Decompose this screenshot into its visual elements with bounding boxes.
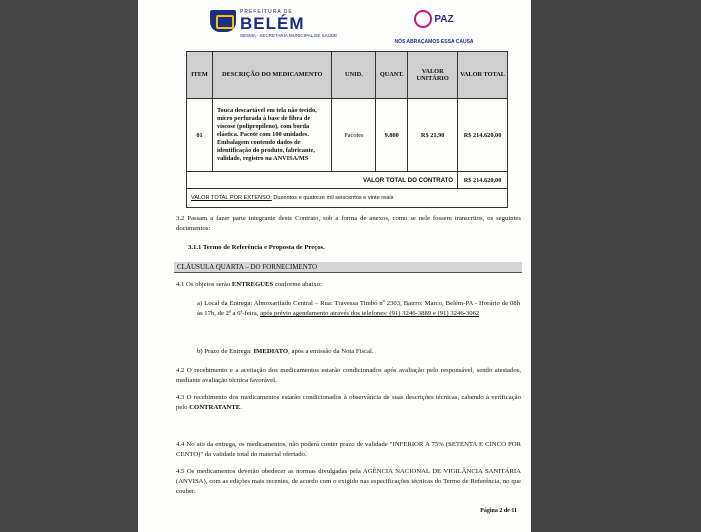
paz-slogan: NÓS ABRAÇAMOS ESSA CAUSA [394,39,474,45]
belem-name: BELÉM [240,14,305,33]
document-page [138,0,531,532]
extenso-value: Duzentos e quatorze mil seiscentos e vinte reais [271,195,394,201]
col-header-unid: UNID. [332,52,376,99]
paragraph-4-1: 4.1 Os objetos serão ENTREGUES conforme abaixo: [176,281,322,288]
contract-total-row [187,172,508,189]
extenso-cell [187,189,508,208]
page-number: Página 2 de 11 [480,508,517,514]
viewer-background-left [0,0,138,532]
paragraph-3-1-1: 3.1.1 Termo de Referência e Proposta de Preços. [188,244,325,251]
item-a-delivery-location: a) Local da Entrega: Almoxarifado Central – Rua: Travessa Timbó nº 2303, Bairro: Marco, Belém-PA - Horário de 08h às 17h, de 2ª a 6ª-feira, após prévio agendamento através dos telefones: (91) 3246-3889 e (91) 3246-3062 [197,300,520,318]
cell-item: 01 [187,99,213,172]
page-header [208,10,511,46]
paz-symbol-icon [414,10,432,28]
extenso-row [187,189,508,208]
table-header-row [187,52,508,99]
col-header-unit-value: VALOR UNITÁRIO [408,52,458,99]
medication-table [186,51,508,208]
paragraph-4-3: 4.3 O recebimento dos medicamentos estarão condicionados à observância de suas descrições técnicas, cabendo à verificação pelo CONTRATANTE. [176,394,521,412]
paragraph-4-4: 4.4 No ato da entrega, os medicamentos, não poderá conter prazo de validade "INFERIOR A 75% (SETENTA E CINCO POR CENTO)" da validade total do material ofertado. [176,441,521,459]
extenso-label: VALOR TOTAL POR EXTENSO: [191,195,272,201]
table-row [187,99,508,172]
col-header-description: DESCRIÇÃO DO MEDICAMENTO [212,52,332,99]
col-header-quant: QUANT. [376,52,408,99]
cell-unit-value: R$ 21,90 [408,99,458,172]
col-header-total-value: VALOR TOTAL [458,52,508,99]
crest-icon [210,10,236,32]
belem-logo [210,10,337,39]
belem-prefeitura: PREFEITURA DE [240,9,293,15]
paz-logo [392,10,476,45]
paragraph-4-5: 4.5 Os medicamentos deverão obedecer as normas divulgadas pela AGÊNCIA NACIONAL DE VIGILÂNCIA SANITÁRIA (ANVISA), com as edições mais recentes, de acordo com o exigido nas especificações técnicas do Termo de Referência, no que couber. [176,468,521,496]
contract-total-label: VALOR TOTAL DO CONTRATO [187,172,458,189]
cell-unid: Pacotes [332,99,376,172]
cell-total-value: R$ 214.620,00 [458,99,508,172]
contract-total-value: R$ 214.620,00 [458,172,508,189]
belem-subtitle: SESMA - SECRETARIA MUNICIPAL DE SAÚDE [240,33,338,38]
paz-word: PAZ [434,13,454,25]
viewer-background-right [531,0,701,532]
cell-quant: 9.800 [376,99,408,172]
clause-heading: CLÁUSULA QUARTA – DO FORNECIMENTO [174,262,522,273]
paragraph-3-2: 3.2 Passam a fazer parte integrante deste Contrato, sob a forma de anexos, como se nele fossem transcritos, os seguintes documentos: [176,215,521,233]
col-header-item: ITEM [187,52,213,99]
paragraph-4-2: 4.2 O recebimento e a aceitação dos medicamentos estarão condicionados após avaliação pelo responsável, sendo atestados, mediante avaliação técnica favorável. [176,367,521,385]
item-b-delivery-deadline: b) Prazo de Entrega: IMEDIATO, após a emissão da Nota Fiscal. [197,348,374,355]
cell-description: Touca descartável em tela não tecido, micro perfurada à base de fibra de viscose (polipropileno), com borda elástica. Pacote com 100 unidades. Embalagem contendo dados de identificação do produto, fabricante, validade, registro na ANVISA/MS [212,99,332,172]
